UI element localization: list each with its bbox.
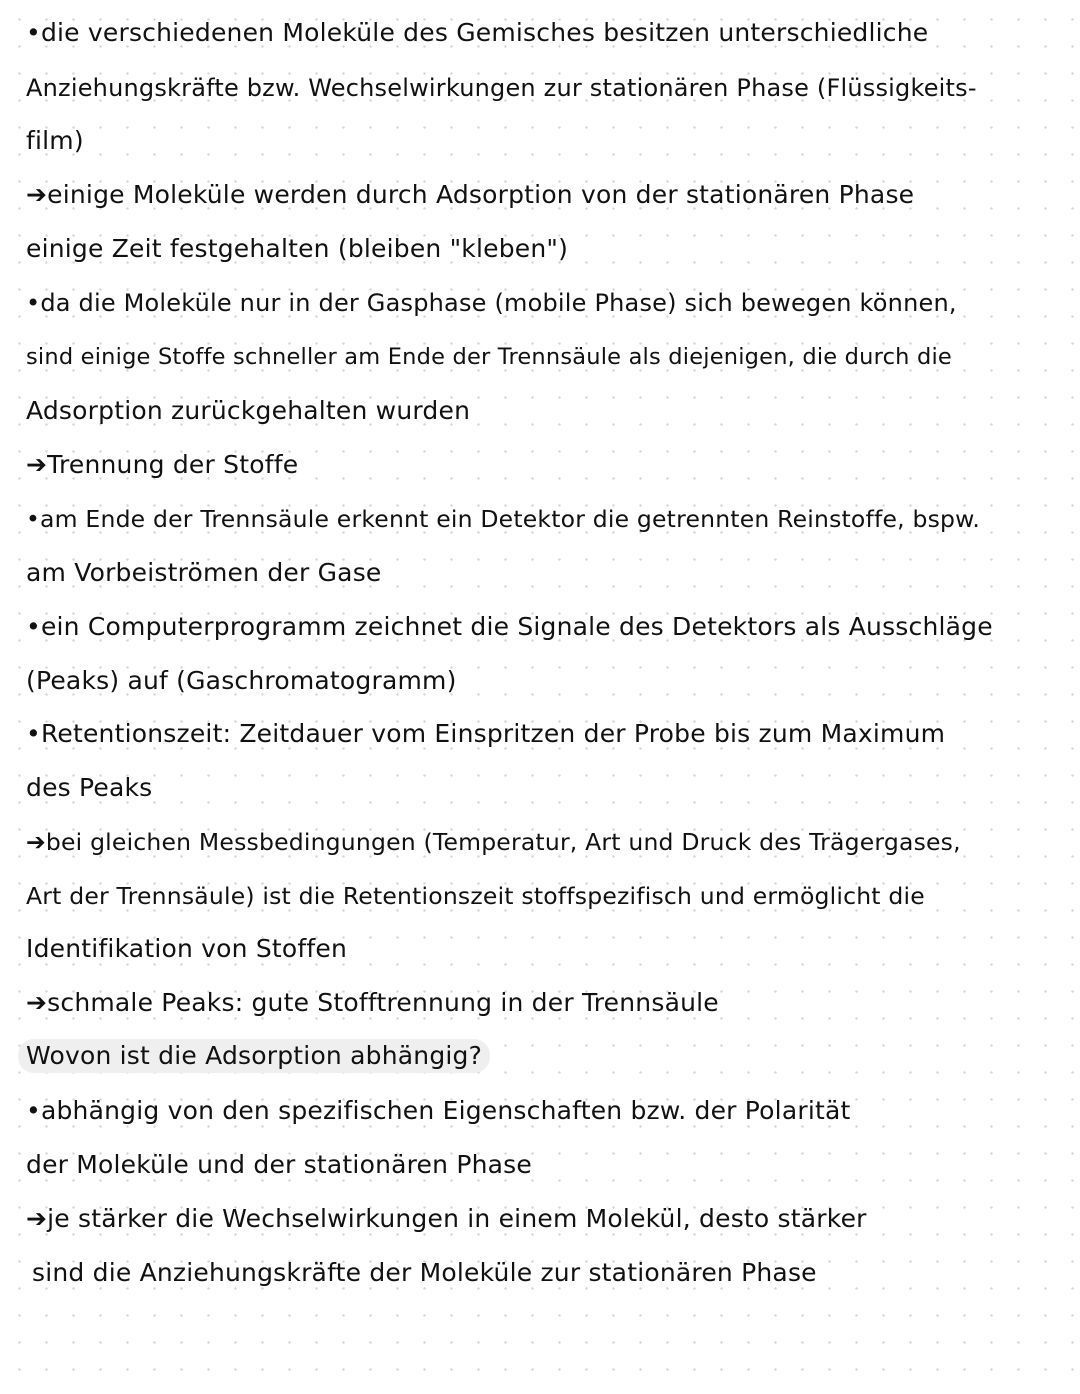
- text-line: (Peaks) auf (Gaschromatogramm): [26, 666, 457, 695]
- text-line: Art der Trennsäule) ist die Retentionszeit stoffspezifisch und ermöglicht die: [26, 882, 925, 910]
- question-heading: Wovon ist die Adsorption abhängig?: [18, 1039, 490, 1073]
- text-line: einige Zeit festgehalten (bleiben "kleben"): [26, 234, 569, 263]
- text-line: ➔schmale Peaks: gute Stofftrennung in der Trennsäule: [26, 988, 719, 1017]
- text-line: sind die Anziehungskräfte der Moleküle zur stationären Phase: [32, 1258, 817, 1287]
- text-line: Adsorption zurückgehalten wurden: [26, 396, 471, 425]
- text-line: Identifikation von Stoffen: [26, 934, 348, 963]
- text-line: Anziehungskräfte bzw. Wechselwirkungen zur stationären Phase (Flüssigkeits-: [26, 74, 977, 102]
- text-line: ➔einige Moleküle werden durch Adsorption von der stationären Phase: [26, 180, 915, 209]
- text-line: •die verschiedenen Moleküle des Gemisches besitzen unterschiedliche: [26, 18, 929, 47]
- text-line: ➔je stärker die Wechselwirkungen in einem Molekül, desto stärker: [26, 1204, 867, 1233]
- text-line: •ein Computerprogramm zeichnet die Signale des Detektors als Ausschläge: [26, 612, 993, 641]
- text-line: film): [26, 126, 84, 155]
- text-line: •Retentionszeit: Zeitdauer vom Einspritzen der Probe bis zum Maximum: [26, 719, 946, 748]
- text-line: ➔Trennung der Stoffe: [26, 450, 299, 479]
- text-line: am Vorbeiströmen der Gase: [26, 558, 382, 587]
- text-line: •am Ende der Trennsäule erkennt ein Detektor die getrennten Reinstoffe, bspw.: [26, 505, 981, 533]
- text-line: sind einige Stoffe schneller am Ende der Trennsäule als diejenigen, die durch die: [26, 344, 952, 370]
- text-line: des Peaks: [26, 773, 153, 802]
- text-line: der Moleküle und der stationären Phase: [26, 1150, 532, 1179]
- text-line: ➔bei gleichen Messbedingungen (Temperatur, Art und Druck des Trägergases,: [26, 828, 961, 856]
- text-line: •da die Moleküle nur in der Gasphase (mobile Phase) sich bewegen können,: [26, 289, 957, 317]
- text-line: •abhängig von den spezifischen Eigenschaften bzw. der Polarität: [26, 1096, 851, 1125]
